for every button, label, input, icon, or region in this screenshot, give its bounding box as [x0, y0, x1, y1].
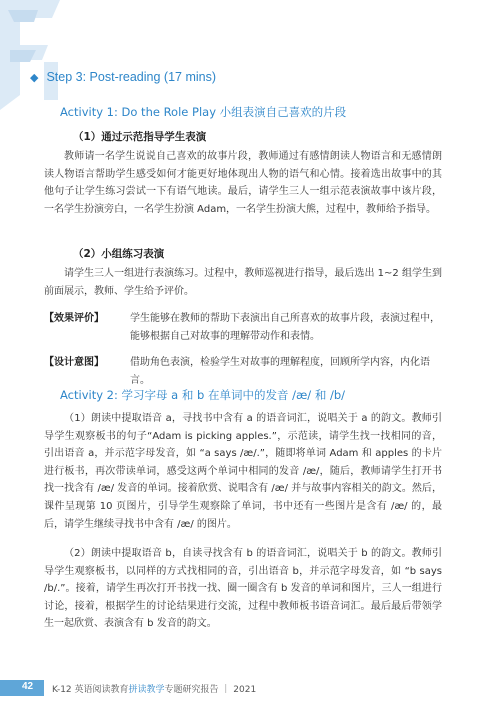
- design-intent-tag: 【设计意图】: [44, 357, 104, 368]
- footer-title-prefix: K-12 英语阅读教育: [52, 685, 129, 695]
- step-heading: ◆ Step 3: Post-reading (17 mins): [30, 70, 216, 84]
- diamond-bullet-icon: ◆: [30, 72, 39, 84]
- footer-title-highlight: 拼读教学: [128, 685, 165, 695]
- footer-title: [52, 682, 256, 695]
- activity1-paragraph-1: 教师请一名学生说说自己喜欢的故事片段，教师通过有感情朗读人物语言和无感情朗读人物语言帮助学生感受如何才能更好地体现出人物的语气和心情。接着选出故事中的其他句子让学生练习尝试一下有语气地读。最后，请学生三人一组示范表演故事中该片段，一名学生扮演旁白，一名学生扮演 Adam，一名学生扮演大熊，过程中，教师给予指导。: [44, 151, 442, 215]
- footer-title-suffix: 专题研究报告 ｜ 2021: [164, 685, 257, 695]
- activity2-paragraph-2: （2）朗读中提取语音 b，自读寻找含有 b 的语音词汇，说唱关于 b 的韵文。教师引导学生观察板书，以同样的方式找相同的音，引出语音 b，并示范字母发音，如 “b says /b/.”。接着，请学生再次打开书找一找、圈一圈含有 b 发音的单词和图片，三人一组进行讨论，接着，根据学生的讨论结果进行交流，过程中教师板书语音词汇。最后最后带领学生一起欣赏、表演含有 b 发音的韵文。: [44, 548, 442, 630]
- decorative-corner-glyph: [0, 0, 70, 120]
- activity2-title: Activity 2: 学习字母 a 和 b 在单词中的发音 /æ/ 和 /b/: [60, 388, 346, 402]
- design-intent-text: 借助角色表演，检验学生对故事的理解程度，回顾所学内容，内化语言。: [130, 357, 430, 386]
- evaluation-text: 学生能够在教师的帮助下表演出自己所喜欢的故事片段，表演过程中，能够根据自己对故事的理解带动作和表情。: [130, 313, 440, 342]
- activity1-paragraph-2: 请学生三人一组进行表演练习。过程中，教师巡视进行指导，最后选出 1~2 组学生到前面展示，教师、学生给予评价。: [44, 268, 442, 297]
- page-number: 42: [22, 681, 34, 692]
- activity1-subheading-1: （1）通过示范指导学生表演: [73, 131, 207, 143]
- activity1-title: Activity 1: Do the Role Play 小组表演自己喜欢的片段: [60, 105, 347, 119]
- evaluation-block: [44, 310, 444, 342]
- activity1-subheading-2: （2）小组练习表演: [73, 248, 165, 260]
- evaluation-tag: 【效果评价】: [44, 313, 104, 324]
- design-intent-block: [44, 354, 444, 386]
- page-footer: [0, 680, 480, 696]
- activity2-paragraph-1: （1）朗读中提取语音 a，寻找书中含有 a 的语音词汇，说唱关于 a 的韵文。教师引导学生观察板书的句子“Adam is picking apples.”，示范读，请学生找一找相同的音，引出语音 a，并示范字母发音，如 “a says /æ/.”，随即将单词 Adam 和 apples 的卡片进行板书，再次带读单词，感受这两个单词中相同的发音 /æ/，随后，教师请学生打开书找一找含有 /æ/ 发音的单词。接着欣赏、说唱含有 /æ/ 并与故事内容相关的韵文。然后，课件呈现第 10 页图片，引导学生观察除了单词，书中还有一些图片是含有 /æ/ 的，最后，请学生继续寻找书中含有 /æ/ 的图片。: [44, 413, 442, 530]
